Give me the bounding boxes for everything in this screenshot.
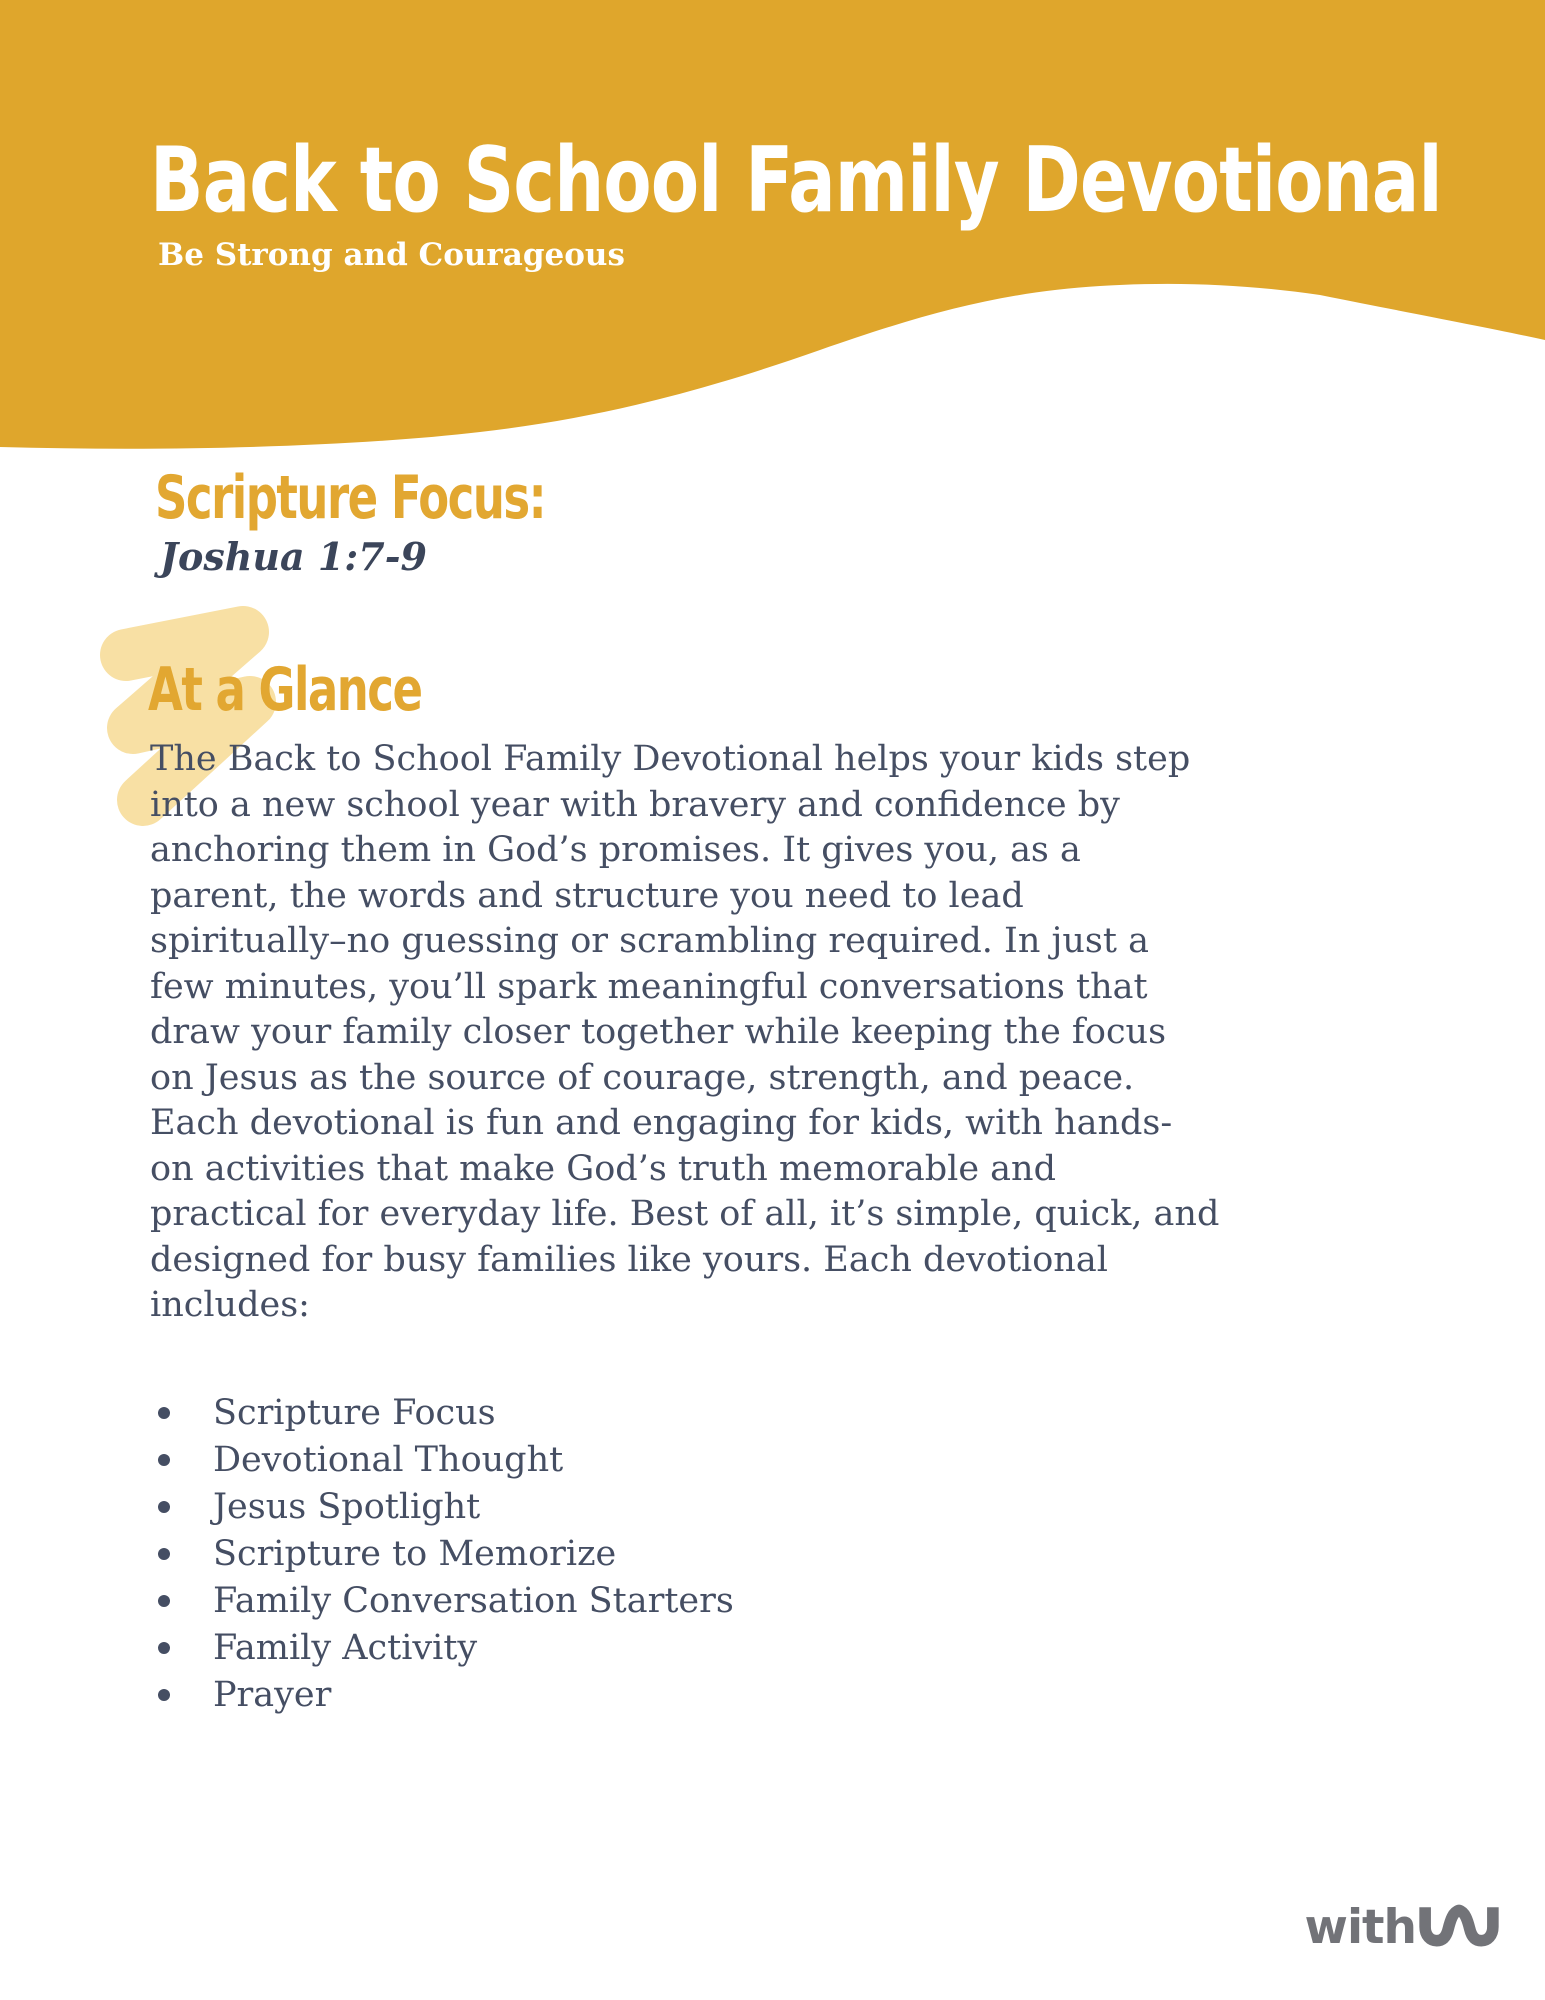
- header-wave-banner: [0, 0, 1545, 470]
- scripture-focus-heading: Scripture Focus:: [155, 463, 546, 533]
- paragraph-line: into a new school year with bravery and confidence by: [150, 784, 1120, 825]
- page-subtitle: Be Strong and Courageous: [158, 237, 625, 273]
- paragraph-line: parent, the words and structure you need to lead: [150, 875, 1024, 916]
- at-a-glance-heading: At a Glance: [148, 655, 422, 725]
- w-squiggle-icon: [1418, 1898, 1500, 1954]
- list-item-label: Prayer: [213, 1674, 332, 1715]
- list-item: [150, 1436, 1050, 1483]
- paragraph-line: on activities that make God’s truth memorable and: [150, 1148, 1056, 1189]
- bullet-dot-icon: [158, 1595, 170, 1607]
- paragraph-line: draw your family closer together while keeping the focus: [150, 1012, 1167, 1052]
- scripture-reference: Joshua 1:7-9: [160, 534, 427, 579]
- paragraph-line: few minutes, you’ll spark meaningful conversations that: [150, 966, 1148, 1007]
- brand-logo: [1304, 1898, 1500, 1955]
- paragraph: [150, 737, 1230, 1329]
- paragraph-line: anchoring them in God’s promises. It gives you, as a: [150, 830, 1081, 870]
- paragraph-line: designed for busy families like yours. Each devotional: [150, 1239, 1108, 1280]
- page-title: Back to School Family Devotional: [150, 128, 1442, 233]
- list-item: [150, 1389, 1050, 1436]
- list-item-label: Devotional Thought: [213, 1439, 564, 1480]
- bullet-dot-icon: [158, 1501, 170, 1513]
- list-item: [150, 1577, 1050, 1624]
- list-item-label: Jesus Spotlight: [213, 1486, 481, 1527]
- paragraph-line: practical for everyday life. Best of all, it’s simple, quick, and: [150, 1194, 1220, 1234]
- bullet-dot-icon: [158, 1642, 170, 1654]
- paragraph-line: spiritually–no guessing or scrambling required. In just a: [150, 921, 1149, 961]
- list-item-label: Scripture to Memorize: [213, 1533, 617, 1574]
- bullet-list: [150, 1389, 1050, 1718]
- list-item-label: Scripture Focus: [213, 1392, 496, 1433]
- bullet-dot-icon: [158, 1689, 170, 1701]
- bullet-dot-icon: [158, 1548, 170, 1560]
- list-item: [150, 1483, 1050, 1530]
- paragraph-line: on Jesus as the source of courage, strength, and peace.: [150, 1057, 1135, 1098]
- list-item-label: Family Activity: [213, 1627, 478, 1668]
- bullet-dot-icon: [158, 1407, 170, 1419]
- list-item-label: Family Conversation Starters: [213, 1580, 734, 1621]
- paragraph-line: Each devotional is fun and engaging for kids, with hands-: [150, 1103, 1173, 1143]
- paragraph-line: includes:: [150, 1285, 310, 1325]
- list-item: [150, 1530, 1050, 1577]
- brand-logo-text: with: [1304, 1900, 1416, 1955]
- list-item: [150, 1624, 1050, 1671]
- w-squiggle-stroke: [1425, 1907, 1493, 1940]
- bullet-dot-icon: [158, 1454, 170, 1466]
- paragraph-line: The Back to School Family Devotional helps your kids step: [150, 739, 1191, 779]
- list-item: [150, 1671, 1050, 1718]
